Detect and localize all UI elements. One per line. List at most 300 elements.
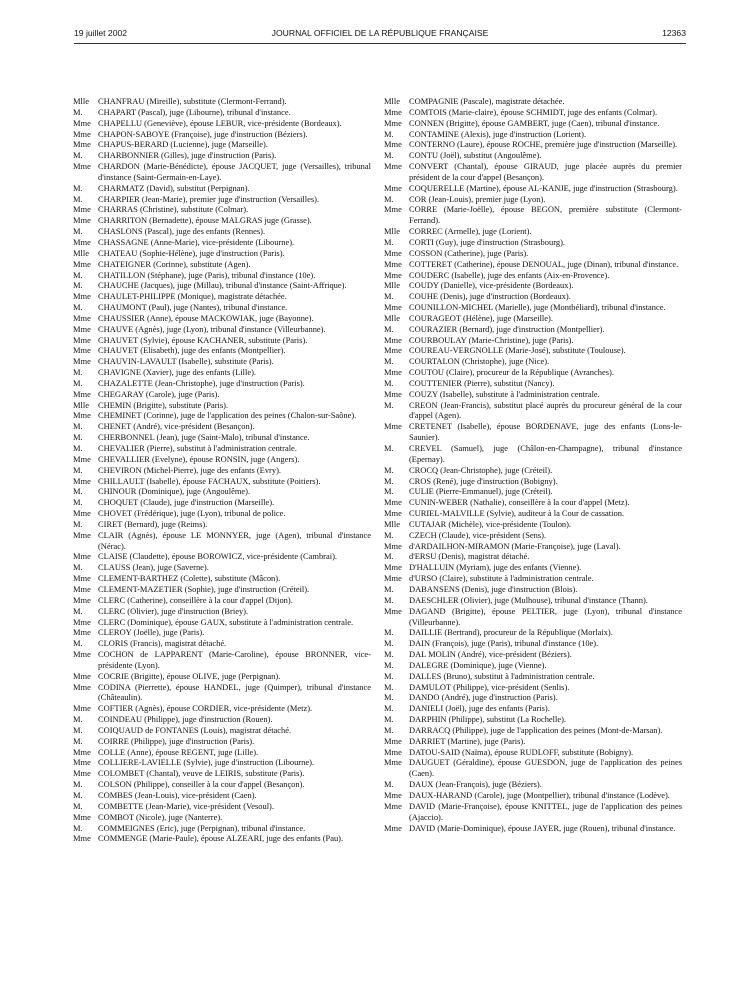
name-entry — [384, 139, 682, 150]
entry-text: CONTAMINE (Alexis), juge d'instruction (Lorient). — [409, 128, 587, 139]
name-entry — [384, 204, 682, 226]
name-entry — [384, 291, 682, 302]
name-entry — [73, 779, 371, 790]
entry-text: CLERC (Olivier), juge d'instruction (Briey). — [98, 605, 249, 616]
name-entry — [384, 107, 682, 118]
entry-title: Mme — [73, 681, 91, 692]
name-entry — [73, 465, 371, 476]
entry-text: CIRET (Bernard), juge (Reims). — [98, 518, 208, 529]
right-column — [384, 96, 682, 833]
name-entry — [384, 150, 682, 161]
entry-title: M. — [73, 432, 83, 443]
entry-title: M. — [73, 367, 83, 378]
entry-title: M. — [73, 302, 83, 313]
name-entry — [73, 649, 371, 671]
name-entry — [384, 421, 682, 443]
name-entry — [73, 714, 371, 725]
entry-title: Mme — [384, 117, 402, 128]
entry-title: M. — [73, 193, 83, 204]
entry-text: CHAUVET (Sylvie), épouse KACHANER, substitute (Paris). — [98, 334, 308, 345]
entry-title: Mlle — [384, 518, 400, 529]
entry-text: CHAPART (Pascal), juge (Libourne), tribunal d'instance. — [98, 106, 291, 117]
entry-title: M. — [384, 779, 394, 790]
name-entry — [73, 812, 371, 823]
name-entry — [384, 736, 682, 747]
entry-text: DAUX (Jean-François), juge (Béziers). — [409, 779, 542, 790]
name-entry — [73, 443, 371, 454]
name-entry — [384, 96, 682, 107]
entry-text: DAUX-HARAND (Carole), juge (Montpellier), tribunal d'instance (Lodève). — [409, 790, 670, 800]
name-entry — [73, 497, 371, 508]
entry-text: DARRIET (Martine), juge (Paris). — [409, 735, 526, 746]
entry-text: CLEMENT-BARTHEZ (Colette), substitute (Mâcon). — [98, 573, 281, 584]
entry-text: CULIE (Pierre-Emmanuel), juge (Créteil). — [409, 486, 553, 497]
entry-title: Mme — [384, 334, 402, 345]
entry-text: DALEGRE (Dominique), juge (Vienne). — [409, 659, 547, 670]
name-entry — [384, 335, 682, 346]
entry-title: M. — [384, 150, 394, 161]
name-entry — [384, 725, 682, 736]
entry-text: CHAUVIN-LAVAULT (Isabelle), substitute (Paris). — [98, 356, 274, 367]
entry-text: CHATILLON (Stéphane), juge (Paris), tribunal d'instance (10e). — [98, 269, 316, 280]
entry-title: M. — [384, 193, 394, 204]
name-entry — [384, 367, 682, 378]
entry-text: COUDERC (Isabelle), juge des enfants (Aix-en-Provence). — [409, 269, 610, 280]
name-entry — [73, 313, 371, 324]
name-entry — [384, 465, 682, 476]
entry-text: COCHON de LAPPARENT (Marie-Caroline), épouse BRONNER, vice-présidente (Lyon). — [98, 649, 371, 670]
name-entry — [73, 367, 371, 378]
entry-title: Mme — [384, 497, 402, 508]
name-entry — [73, 595, 371, 606]
entry-text: CHINOUR (Dominique), juge (Angoulême). — [98, 486, 251, 497]
entry-title: M. — [384, 724, 394, 735]
entry-text: CHENET (André), vice-président (Besançon). — [98, 421, 255, 432]
entry-text: COMMEIGNES (Eric), juge (Perpignan), tribunal d'instance. — [98, 822, 306, 833]
entry-title: Mme — [73, 345, 91, 356]
name-entry — [384, 692, 682, 703]
name-entry — [384, 801, 682, 823]
entry-text: CHILLAULT (Isabelle), épouse FACHAUX, substitute (Poitiers). — [98, 475, 321, 486]
name-entry — [73, 118, 371, 129]
entry-text: CHAPON-SABOYE (Françoise), juge d'instruction (Béziers). — [98, 128, 308, 139]
entry-title: Mme — [73, 410, 91, 421]
name-entry — [73, 204, 371, 215]
entry-text: COLLIERE-LAVIELLE (Sylvie), juge d'instruction (Libourne). — [98, 757, 315, 768]
name-entry — [384, 161, 682, 183]
entry-title: Mlle — [73, 96, 89, 106]
entry-text: CONTU (Joël), substitut (Angoulême). — [409, 150, 542, 161]
entry-text: DAESCHLER (Olivier), juge (Mulhouse), tribunal d'instance (Thann). — [409, 594, 648, 605]
name-entry — [73, 508, 371, 519]
entry-text: CHASSAGNE (Anne-Marie), vice-présidente (Libourne). — [98, 236, 295, 247]
entry-text: COQUERELLE (Martine), épouse AL-KANJE, juge d'instruction (Strasbourg). — [409, 182, 678, 193]
entry-text: COMTOIS (Marie-claire), épouse SCHMIDT, juge des enfants (Colmar). — [409, 106, 658, 117]
name-entry — [384, 313, 682, 324]
entry-text: CREON (Jean-Francis), substitut placé auprès du procureur général de la cour d'appel (Agen). — [409, 399, 682, 421]
entry-title: Mme — [384, 106, 402, 117]
entry-text: CHASLONS (Pascal), juge des enfants (Rennes). — [98, 226, 266, 237]
name-entry — [73, 139, 371, 150]
entry-title: M. — [73, 464, 83, 475]
name-entry — [384, 183, 682, 194]
entry-text: COLOMBET (Chantal), veuve de LEIRIS, substitute (Paris). — [98, 768, 305, 779]
entry-title: Mme — [73, 388, 91, 399]
name-entry — [73, 682, 371, 704]
entry-title: M. — [384, 594, 394, 605]
name-entry — [384, 584, 682, 595]
entry-text: COLLE (Anne), épouse REGENT, juge (Lille). — [98, 746, 259, 757]
entry-text: CLEROY (Joëlle), juge (Paris). — [98, 627, 205, 638]
name-entry — [73, 551, 371, 562]
name-entry — [384, 703, 682, 714]
entry-text: DATOU-SAID (Naïma), épouse RUDLOFF, substitute (Bobigny). — [409, 746, 634, 757]
entry-title: Mme — [73, 291, 91, 302]
entry-text: DAGAND (Brigitte), épouse PELTIER, juge (Lyon), tribunal d'instance (Villeurbanne). — [409, 605, 682, 627]
entry-title: M. — [384, 583, 394, 594]
entry-text: DAVID (Marie-Françoise), épouse KNITTEL, juge de l'application des peines (Ajaccio). — [409, 800, 682, 822]
name-entry — [73, 627, 371, 638]
name-entry — [384, 389, 682, 400]
entry-text: CORTI (Guy), juge d'instruction (Strasbourg). — [409, 236, 565, 247]
name-entry — [384, 790, 682, 801]
entry-title: Mme — [73, 128, 91, 139]
entry-title: Mme — [384, 735, 402, 746]
name-entry — [384, 757, 682, 779]
name-entry — [73, 421, 371, 432]
entry-title: Mme — [73, 508, 91, 519]
entry-text: d'ERSU (Denis), magistrat détaché. — [409, 551, 530, 562]
entry-title: M. — [73, 518, 83, 529]
entry-text: CHAUCHE (Jacques), juge (Millau), tribunal d'instance (Saint-Affrique). — [98, 280, 347, 291]
name-entry — [384, 400, 682, 422]
entry-text: CHARBONNIER (Gilles), juge d'instruction (Paris). — [98, 150, 277, 161]
name-entry — [73, 757, 371, 768]
header-date: 19 juillet 2002 — [74, 28, 128, 38]
entry-text: DANIELI (Joël), juge des enfants (Paris). — [409, 703, 550, 714]
entry-title: Mme — [73, 204, 91, 215]
entry-text: CHEVALLIER (Evelyne), épouse RONSIN, juge (Angers). — [98, 453, 300, 464]
journal-title: JOURNAL OFFICIEL DE LA RÉPUBLIQUE FRANÇAISE — [271, 28, 489, 38]
entry-text: d'ARDAILHON-MIRAMON (Marie-Françoise), juge (Laval). — [409, 540, 621, 551]
entry-title: Mlle — [73, 399, 89, 410]
entry-text: COIRRE (Philippe), juge d'instruction (Paris). — [98, 735, 255, 746]
name-entry — [384, 345, 682, 356]
entry-text: COCRIE (Brigitte), épouse OLIVE, juge (Perpignan). — [98, 670, 281, 681]
entry-title: M. — [73, 486, 83, 497]
entry-text: CREVEL (Samuel), juge (Châlon-en-Champagne), tribunal d'instance (Epernay). — [409, 443, 682, 464]
entry-title: Mme — [73, 833, 91, 844]
name-entry — [384, 551, 682, 562]
entry-title: Mme — [73, 161, 91, 172]
entry-title: Mme — [73, 258, 91, 269]
entry-title: Mme — [73, 529, 91, 540]
entry-text: D'HALLUIN (Myriam), juge des enfants (Vienne). — [409, 562, 582, 573]
entry-title: Mme — [384, 746, 402, 757]
entry-title: Mme — [384, 757, 402, 768]
name-entry — [73, 486, 371, 497]
entry-text: DARPHIN (Philippe), substitut (La Rochelle). — [409, 714, 567, 725]
entry-title: Mme — [73, 551, 91, 562]
name-entry — [384, 562, 682, 573]
entry-title: M. — [384, 323, 394, 334]
entry-text: CHERBONNEL (Jean), juge (Saint-Malo), tribunal d'instance. — [98, 432, 310, 443]
entry-title: M. — [73, 280, 83, 291]
name-entry — [73, 270, 371, 281]
entry-title: M. — [384, 551, 394, 562]
entry-title: M. — [73, 800, 83, 811]
entry-text: CHAULET-PHILIPPE (Monique), magistrate détachée. — [98, 291, 287, 302]
name-entry — [73, 378, 371, 389]
entry-title: M. — [384, 670, 394, 681]
entry-text: COUNILLON-MICHEL (Marielle), juge (Montbéliard), tribunal d'instance. — [409, 302, 666, 313]
entry-title: Mme — [384, 182, 402, 193]
entry-title: M. — [73, 790, 83, 800]
entry-title: Mme — [73, 746, 91, 757]
name-entry — [73, 519, 371, 530]
name-entry — [73, 161, 371, 183]
entry-text: COUREAU-VERGNOLLE (Marie-José), substitute (Toulouse). — [409, 345, 626, 356]
entry-title: M. — [73, 562, 83, 573]
entry-title: Mme — [73, 312, 91, 323]
name-entry — [73, 703, 371, 714]
name-entry — [73, 562, 371, 573]
entry-text: COMBES (Jean-Louis), vice-président (Caen). — [98, 790, 257, 800]
entry-text: DABANSENS (Denis), juge d'instruction (Blois). — [409, 583, 578, 594]
name-entry — [384, 682, 682, 693]
entry-title: Mme — [384, 247, 402, 258]
entry-title: Mme — [384, 605, 402, 616]
name-entry — [73, 400, 371, 411]
entry-title: M. — [384, 692, 394, 703]
entry-title: M. — [384, 377, 394, 388]
entry-text: DANDO (André), juge d'instruction (Paris). — [409, 692, 558, 703]
entry-title: M. — [384, 627, 394, 638]
name-entry — [73, 345, 371, 356]
entry-title: M. — [384, 443, 394, 453]
name-entry — [73, 226, 371, 237]
page-number: 12363 — [662, 28, 686, 38]
entry-title: Mlle — [73, 247, 89, 258]
page-header — [74, 28, 686, 42]
entry-text: CHAPELLU (Geneviève), épouse LEBUR, vice-présidente (Bordeaux). — [98, 117, 342, 128]
name-entry — [384, 324, 682, 335]
entry-text: COFTIER (Agnès), épouse CORDIER, vice-présidente (Metz). — [98, 703, 313, 714]
entry-title: M. — [384, 291, 394, 302]
entry-title: M. — [73, 714, 83, 725]
entry-text: CLORIS (Francis), magistrat détaché. — [98, 638, 227, 649]
entry-text: CROCQ (Jean-Christophe), juge (Créteil). — [409, 464, 553, 475]
entry-title: M. — [384, 475, 394, 486]
entry-text: DAL MOLIN (André), vice-président (Béziers). — [409, 649, 572, 660]
name-entry — [384, 497, 682, 508]
name-entry — [73, 335, 371, 346]
entry-title: Mme — [384, 573, 402, 584]
entry-text: CHAUSSIER (Anne), épouse MACKOWIAK, juge (Bayonne). — [98, 312, 314, 323]
entry-text: CHATEAU (Sophie-Hélène), juge d'instruction (Paris). — [98, 247, 285, 258]
entry-title: Mme — [384, 345, 402, 356]
name-entry — [73, 747, 371, 758]
name-entry — [73, 389, 371, 400]
entry-title: M. — [73, 443, 83, 453]
entry-title: Mlle — [384, 226, 400, 237]
name-entry — [384, 508, 682, 519]
entry-text: COSSON (Catherine), juge (Paris). — [409, 247, 529, 258]
name-entry — [73, 432, 371, 443]
entry-title: Mme — [384, 508, 402, 519]
header-rule — [74, 43, 686, 44]
name-entry — [384, 638, 682, 649]
name-entry — [384, 747, 682, 758]
entry-text: COLSON (Philippe), conseiller à la cour d'appel (Besançon). — [98, 779, 305, 790]
name-entry — [384, 476, 682, 487]
entry-title: Mme — [73, 757, 91, 768]
entry-title: M. — [384, 486, 394, 497]
entry-title: M. — [73, 779, 83, 790]
entry-title: M. — [384, 529, 394, 540]
entry-title: Mlle — [384, 312, 400, 323]
name-entry — [384, 627, 682, 638]
entry-text: COURAZIER (Bernard), juge d'instruction (Montpellier). — [409, 323, 605, 334]
entry-title: M. — [73, 269, 83, 280]
entry-text: CHAUVET (Elisabeth), juge des enfants (Montpellier). — [98, 345, 286, 356]
name-entry — [73, 768, 371, 779]
entry-title: Mme — [73, 117, 91, 128]
name-entry — [73, 671, 371, 682]
name-entry — [73, 606, 371, 617]
name-entry — [384, 649, 682, 660]
name-entry — [73, 183, 371, 194]
name-entry — [73, 617, 371, 628]
entry-text: CLAIR (Agnès), épouse LE MONNYER, juge (Agen), tribunal d'instance (Nérac). — [98, 529, 371, 551]
entry-title: M. — [384, 681, 394, 692]
entry-title: Mme — [384, 421, 402, 432]
name-entry — [73, 291, 371, 302]
entry-text: CZECH (Claude), vice-président (Sens). — [409, 529, 547, 540]
name-entry — [73, 215, 371, 226]
name-entry — [73, 790, 371, 801]
entry-text: CORRE (Marie-Joëlle), épouse BEGON, première substitute (Clermont-Ferrand). — [409, 204, 682, 226]
entry-title: Mme — [73, 811, 91, 822]
entry-title: Mme — [384, 790, 402, 800]
entry-text: DAMULOT (Philippe), vice-président (Senlis). — [409, 681, 570, 692]
entry-text: COURTALON (Christophe), juge (Nice). — [409, 356, 550, 367]
name-entry — [73, 237, 371, 248]
entry-title: Mme — [73, 236, 91, 247]
name-entry — [73, 194, 371, 205]
name-entry — [384, 660, 682, 671]
entry-text: CHARDON (Marie-Bénédicte), épouse JACQUET, juge (Versailles), tribunal d'instance (Saint-Germain-en-Laye). — [98, 161, 371, 182]
entry-title: Mme — [73, 334, 91, 345]
entry-text: CUNIN-WEBER (Nathalie), conseillère à la cour d'appel (Metz). — [409, 497, 630, 508]
entry-text: CHAZALETTE (Jean-Christophe), juge d'instruction (Paris). — [98, 377, 305, 388]
entry-title: Mme — [384, 161, 402, 172]
entry-text: COUDY (Danielle), vice-présidente (Bordeaux). — [409, 280, 574, 291]
entry-text: CHEGARAY (Carole), juge (Paris). — [98, 388, 220, 399]
entry-text: COMBETTE (Jean-Marie), vice-président (Vesoul). — [98, 800, 274, 811]
entry-text: CHARMATZ (David), substitut (Perpignan). — [98, 182, 250, 193]
entry-text: CHATEIGNER (Corinne), substitute (Agen). — [98, 258, 251, 269]
name-entry — [73, 736, 371, 747]
name-entry — [384, 226, 682, 237]
entry-title: Mme — [73, 475, 91, 486]
name-entry — [73, 356, 371, 367]
entry-text: CONNEN (Brigitte), épouse GAMBERT, juge (Caen), tribunal d'instance. — [409, 117, 660, 128]
entry-text: CHANFRAU (Mireille), substitute (Clermont-Ferrand). — [98, 96, 287, 106]
entry-title: M. — [384, 649, 394, 660]
name-entry — [73, 129, 371, 140]
entry-text: CLAISE (Claudette), épouse BOROWICZ, vice-présidente (Cambrai). — [98, 551, 337, 562]
entry-text: CONTERNO (Laure), épouse ROCHE, première juge d'instruction (Marseille). — [409, 139, 678, 150]
entry-title: Mme — [384, 822, 402, 833]
entry-title: Mme — [73, 594, 91, 605]
name-entry — [384, 378, 682, 389]
entry-text: CURIEL-MALVILLE (Sylvie), auditeur à la Cour de cassation. — [409, 508, 625, 519]
name-entry — [73, 725, 371, 736]
entry-text: CHOQUET (Claude), juge d'instruction (Marseille). — [98, 497, 275, 508]
entry-title: Mme — [73, 583, 91, 594]
entry-title: Mme — [73, 453, 91, 464]
name-entry — [384, 823, 682, 834]
name-entry — [384, 118, 682, 129]
left-column — [73, 96, 371, 844]
name-entry — [384, 714, 682, 725]
entry-text: CUTAJAR (Michèle), vice-présidente (Toulon). — [409, 518, 572, 529]
entry-text: CLEMENT-MAZETIER (Sophie), juge d'instruction (Créteil). — [98, 583, 310, 594]
name-entry — [384, 443, 682, 465]
entry-title: Mme — [73, 627, 91, 638]
entry-text: CHEMIN (Brigitte), substitute (Paris). — [98, 399, 229, 410]
entry-title: M. — [384, 659, 394, 670]
entry-title: Mme — [73, 616, 91, 627]
name-entry — [73, 302, 371, 313]
name-entry — [384, 671, 682, 682]
entry-text: COIQUAUD de FONTANES (Louis), magistrat détaché. — [98, 724, 292, 735]
name-entry — [384, 606, 682, 628]
name-entry — [73, 248, 371, 259]
entry-title: M. — [384, 356, 394, 367]
name-entry — [73, 638, 371, 649]
entry-title: Mme — [384, 139, 402, 150]
entry-text: COINDEAU (Philippe), juge d'instruction (Rouen). — [98, 714, 273, 725]
entry-title: Mme — [73, 215, 91, 226]
entry-text: CHAUVE (Agnès), juge (Lyon), tribunal d'instance (Villeurbanne). — [98, 323, 326, 334]
entry-text: CROS (René), juge d'instruction (Bobigny). — [409, 475, 558, 486]
entry-text: COTTERET (Catherine), épouse DENOUAL, juge (Dinan), tribunal d'instance. — [409, 258, 679, 269]
entry-title: M. — [73, 150, 83, 161]
entry-title: M. — [73, 182, 83, 193]
entry-text: COMMENGE (Marie-Paule), épouse ALZEARI, juge des enfants (Pau). — [98, 833, 344, 844]
name-entry — [73, 801, 371, 812]
name-entry — [73, 454, 371, 465]
entry-text: COUTOU (Claire), procureur de la République (Avranches). — [409, 367, 614, 378]
entry-title: M. — [384, 236, 394, 247]
entry-title: Mme — [384, 258, 402, 269]
entry-title: M. — [384, 128, 394, 139]
entry-text: CLERC (Dominique), épouse GAUX, substitute à l'administration centrale. — [98, 616, 354, 627]
name-entry — [384, 194, 682, 205]
name-entry — [384, 259, 682, 270]
entry-title: M. — [384, 638, 394, 649]
entry-title: M. — [384, 399, 394, 410]
entry-title: M. — [73, 226, 83, 237]
entry-text: COUZY (Isabelle), substitute à l'administration centrale. — [409, 388, 600, 399]
name-entry — [384, 237, 682, 248]
entry-title: M. — [384, 703, 394, 714]
entry-title: Mlle — [384, 280, 400, 291]
name-entry — [384, 519, 682, 530]
name-entry — [384, 486, 682, 497]
